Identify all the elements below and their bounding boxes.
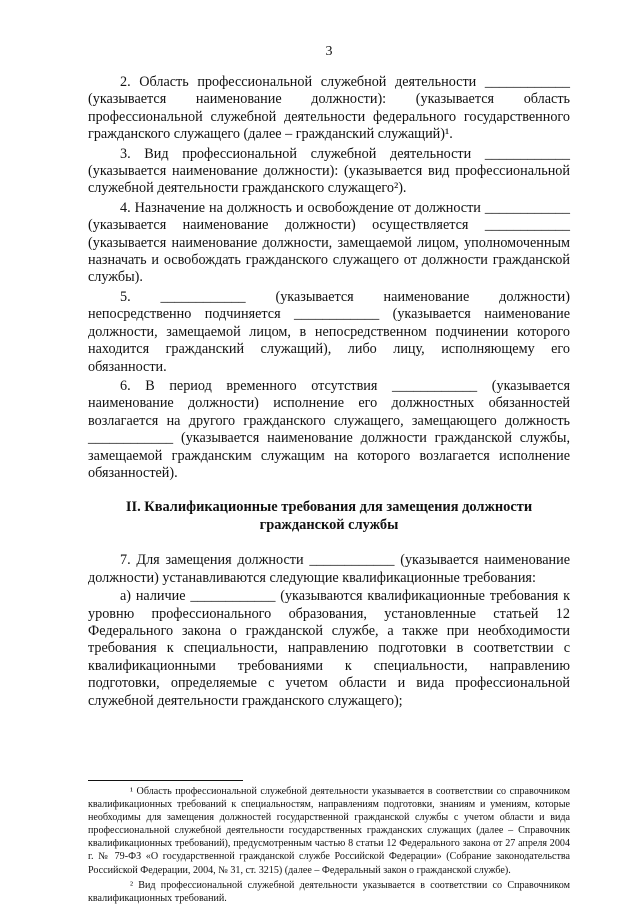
footnote-1: ¹ Область профессиональной служебной деятельности указывается в соответствии со справочником квалификационных требований к специальностям, направлениям подготовки, знаниям и умениям, которые необходимы для замещения должностей государственной гражданской службы с учетом области и вида профессиональной служебной деятельности государственных гражданских служащих (далее – Справочник квалификационных требований), предусмотренным частью 8 статьи 12 Федерального закона от 27 апреля 2004 г. № 79-ФЗ «О государственной гражданской службе Российской Федерации» (Собрание законодательства Российской Федерации, 2004, № 31, ст. 3215) (далее – Федеральный закон о гражданской службе). [88,786,570,876]
paragraph-4: 4. Назначение на должность и освобождение от должности ____________ (указывается наименование должности) осуществляется ____________ (указывается наименование должности, замещаемой лицом, уполномоченным назначать и освобождать гражданского служащего от должности гражданской службы). [88,199,570,286]
section-title: II. Квалификационные требования для замещения должности гражданской службы [125,499,533,534]
paragraph-2: 2. Область профессиональной служебной деятельности ____________ (указывается наименование должности): (указывается область профессиональной служебной деятельности федерального государственного гражданского служащего (далее – гражданский служащий)¹. [88,74,570,143]
paragraph-3: 3. Вид профессиональной служебной деятельности ____________ (указывается наименование должности): (указывается вид профессиональной служебной деятельности гражданского служащего²). [88,145,570,197]
footnote-2: ² Вид профессиональной служебной деятельности указывается в соответствии со Справочником квалификационных требований. [88,879,570,904]
paragraph-5: 5. ____________ (указывается наименование должности) непосредственно подчиняется ____________ (указывается наименование должности, замещаемой лицом, в непосредственном подчинении которого находится гражданский служащий), либо лицу, исполняющему его обязанности. [88,288,570,375]
paragraph-7: 7. Для замещения должности ____________ (указывается наименование должности) устанавливаются следующие квалификационные требования: [88,552,570,586]
paragraph-7a: а) наличие ____________ (указываются квалификационные требования к уровню профессионального образования, установленные статьей 12 Федерального закона о гражданской службе, а также при необходимости требования к специальности, направлению подготовки в соответствии с квалификационными требованиями к специальности, направлению подготовки, определяемые с учетом области и вида профессиональной служебной деятельности гражданского служащего); [88,588,570,709]
footnote-divider [88,780,243,781]
paragraph-6: 6. В период временного отсутствия ____________ (указывается наименование должности) исполнение его должностных обязанностей возлагается на другого гражданского служащего, замещающего должность ____________ (указывается наименование должности гражданской службы, замещаемой гражданским служащим на которого возлагается исполнение обязанностей). [88,377,570,481]
page-number: 3 [325,44,333,59]
